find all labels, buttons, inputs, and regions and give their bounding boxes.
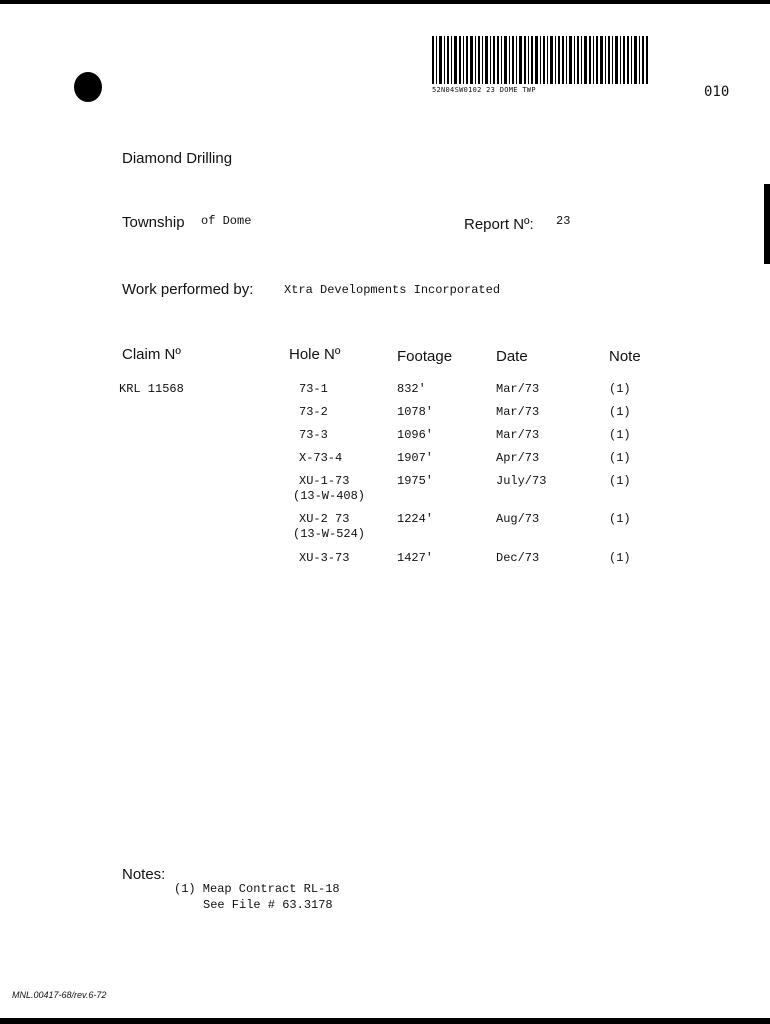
report-number: 23 [556, 214, 571, 228]
date-cell: Aug/73 [496, 512, 540, 526]
footage-column-header: Footage [397, 348, 453, 365]
hole-cell: 73-1 [299, 382, 328, 396]
note-cell: (1) [609, 474, 631, 488]
table-row [0, 382, 770, 402]
hole-subcode-cell: (13-W-408) [293, 489, 366, 503]
table-row [0, 551, 770, 571]
table-row [0, 474, 770, 510]
table-row [0, 451, 770, 471]
note-cell: (1) [609, 382, 631, 396]
note-cell: (1) [609, 451, 631, 465]
footage-cell: 1427' [397, 551, 434, 565]
hole-cell: XU-3-73 [299, 551, 350, 565]
date-cell: Mar/73 [496, 382, 540, 396]
date-cell: July/73 [496, 474, 547, 488]
work-performed-label: Work performed by: [122, 281, 254, 298]
date-cell: Dec/73 [496, 551, 540, 565]
note-cell: (1) [609, 551, 631, 565]
footage-cell: 1096' [397, 428, 434, 442]
report-label: Report Nº: [464, 216, 534, 233]
date-cell: Mar/73 [496, 405, 540, 419]
township-label: Township [122, 214, 185, 231]
hole-cell: 73-2 [299, 405, 328, 419]
hole-cell: 73-3 [299, 428, 328, 442]
document-title: Diamond Drilling [122, 150, 233, 167]
footage-cell: 1907' [397, 451, 434, 465]
punch-hole [74, 72, 102, 102]
table-row [0, 405, 770, 425]
bottom-scan-border [0, 1018, 770, 1024]
hole-subcode-cell: (13-W-524) [293, 527, 366, 541]
hole-cell: XU-2 73 [299, 512, 350, 526]
top-scan-border [0, 0, 770, 4]
claim-number: KRL 11568 [119, 382, 184, 396]
footage-cell: 1975' [397, 474, 434, 488]
work-performed-value: Xtra Developments Incorporated [284, 283, 501, 297]
note-line-1: (1) Meap Contract RL-18 [174, 882, 340, 896]
note-cell: (1) [609, 428, 631, 442]
note-cell: (1) [609, 405, 631, 419]
page-code: 010 [704, 84, 730, 100]
note-cell: (1) [609, 512, 631, 526]
hole-column-header: Hole Nº [289, 346, 341, 363]
date-cell: Apr/73 [496, 451, 540, 465]
date-column-header: Date [496, 348, 528, 365]
table-row [0, 428, 770, 448]
footage-cell: 1224' [397, 512, 434, 526]
footage-cell: 832' [397, 382, 426, 396]
table-row [0, 512, 770, 548]
date-cell: Mar/73 [496, 428, 540, 442]
form-identifier: MNL.00417-68/rev.6-72 [12, 990, 107, 1000]
hole-cell: X-73-4 [299, 451, 343, 465]
barcode [432, 36, 648, 84]
barcode-caption: 52N04SW0102 23 DOME TWP [432, 86, 536, 94]
claim-column-header: Claim Nº [122, 346, 181, 363]
notes-heading: Notes: [122, 866, 166, 883]
hole-cell: XU-1-73 [299, 474, 350, 488]
edge-scan-mark [764, 184, 770, 264]
footage-cell: 1078' [397, 405, 434, 419]
note-line-2: See File # 63.3178 [203, 898, 333, 912]
township-value: of Dome [201, 214, 252, 228]
note-column-header: Note [609, 348, 641, 365]
